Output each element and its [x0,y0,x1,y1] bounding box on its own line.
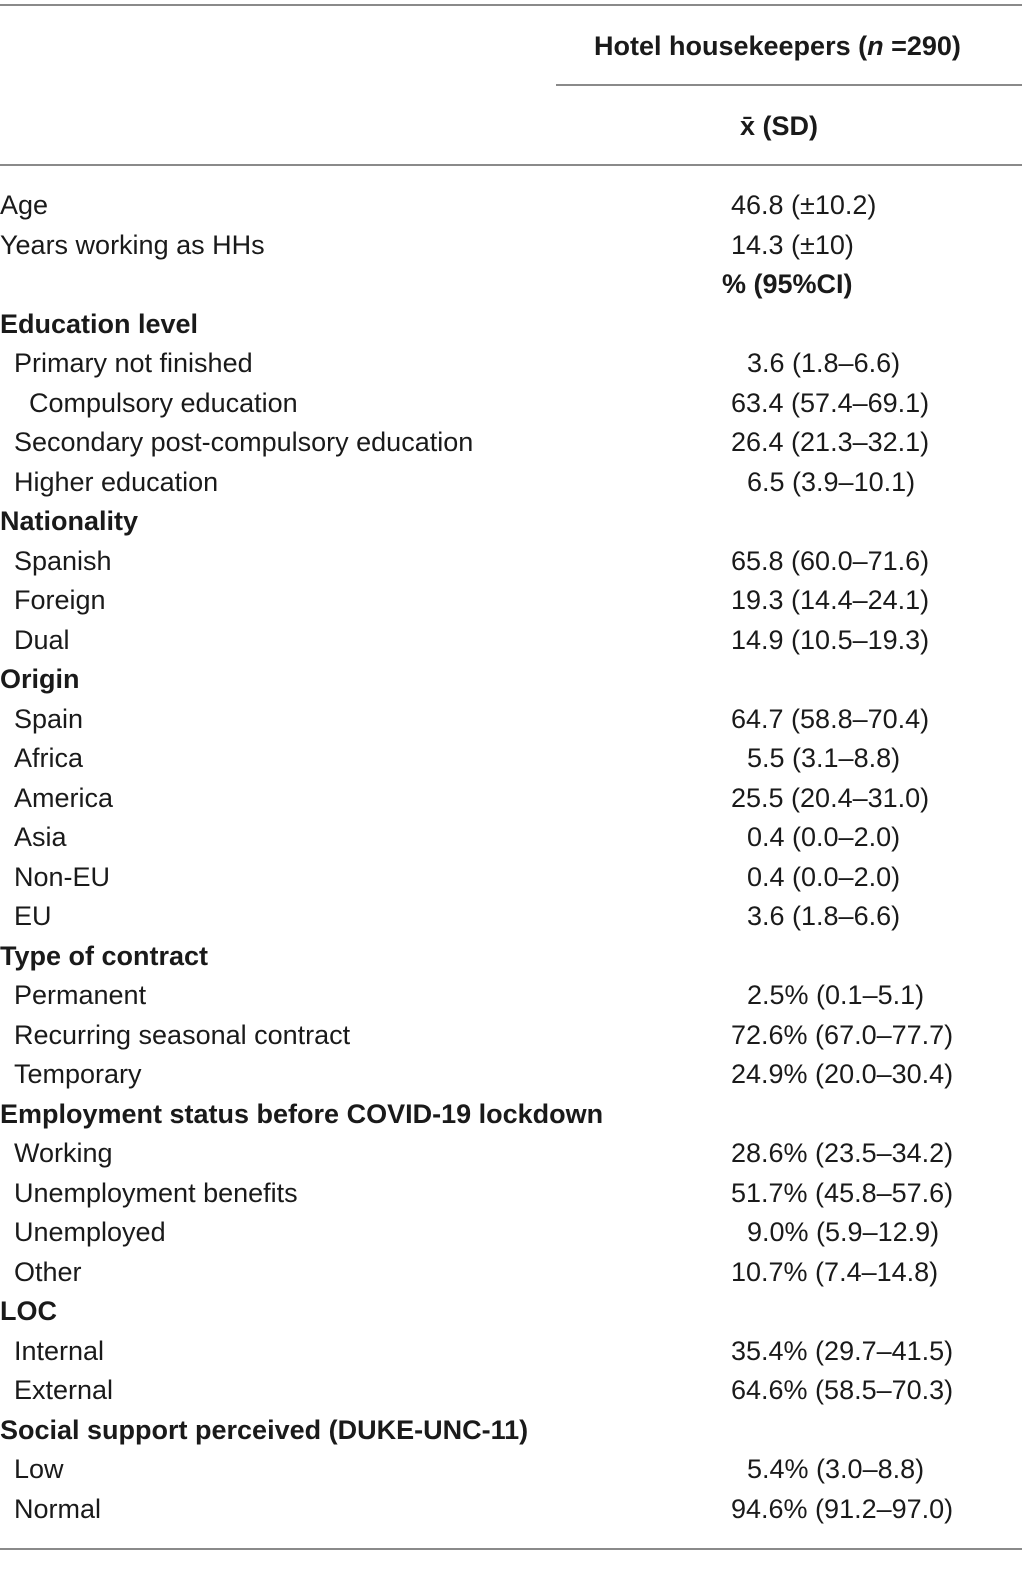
stat-column-header: x̄ (SD) [740,111,819,141]
table-row [0,1332,1022,1372]
section-row [0,1095,1022,1135]
row-label: Spanish [14,545,112,576]
section-label: Social support perceived (DUKE-UNC-11) [0,1414,529,1445]
row-value: 0.4 (0.0–2.0) [747,861,901,892]
row-value: 46.8 (±10.2) [731,190,877,220]
table-row [0,1253,1022,1293]
top-rule [0,4,1022,6]
row-label: Recurring seasonal contract [14,1019,351,1050]
row-label: Unemployment benefits [14,1177,298,1208]
section-row [0,1411,1022,1451]
table-row [0,423,1022,463]
row-label: Primary not finished [14,348,253,378]
table-row [0,226,1022,266]
table-row [0,1213,1022,1253]
row-value: 14.3 (±10) [731,229,854,260]
table-row [0,818,1022,858]
row-value: 0.4 (0.0–2.0) [747,822,901,852]
row-label: Years working as HHs [0,229,265,260]
row-label: Low [14,1454,64,1484]
row-value: 9.0% (5.9–12.9) [747,1217,940,1247]
table-row [0,1055,1022,1095]
row-label: Dual [14,624,70,655]
table-row [0,1371,1022,1411]
table-row [0,186,1022,226]
section-label: Type of contract [0,940,209,971]
row-value: 63.4 (57.4–69.1) [731,387,930,418]
row-value: 65.8 (60.0–71.6) [731,545,930,576]
row-value: 35.4% (29.7–41.5) [731,1335,954,1366]
row-value: 24.9% (20.0–30.4) [731,1059,954,1089]
section-label: Origin [0,664,80,694]
table-row [0,1016,1022,1056]
row-label: Spain [14,703,84,734]
row-label: Temporary [14,1059,142,1089]
table-row [0,1174,1022,1214]
table-row [0,779,1022,819]
row-value: 14.9 (10.5–19.3) [731,624,930,655]
header-bottom-rule [0,164,1022,166]
row-label: Internal [14,1335,105,1366]
section-label: LOC [0,1296,57,1326]
row-value: 10.7% (7.4–14.8) [731,1256,939,1287]
stat-subheader: % (95%CI) [722,269,853,299]
section-row [0,937,1022,977]
section-row [0,502,1022,542]
table-row [0,976,1022,1016]
row-value: 2.5% (0.1–5.1) [747,980,925,1010]
section-label: Nationality [0,506,139,536]
row-value: 26.4 (21.3–32.1) [731,427,930,457]
section-label: Education level [0,308,199,339]
section-label: Employment status before COVID-19 lockdown [0,1098,604,1129]
row-value: 28.6% (23.5–34.2) [731,1138,954,1168]
row-value: 3.6 (1.8–6.6) [747,348,901,378]
table-row [0,344,1022,384]
group-n-symbol: n [867,31,884,61]
table-row [0,739,1022,779]
table-row [0,1490,1022,1530]
row-label: Higher education [14,466,219,497]
table-row [0,621,1022,661]
row-label: Compulsory education [29,387,298,418]
row-label: Normal [14,1493,102,1524]
row-label: Africa [14,743,84,773]
row-value: 94.6% (91.2–97.0) [731,1493,954,1524]
group-label-suffix: =290) [883,31,961,61]
section-row [0,660,1022,700]
row-label: Foreign [14,585,106,615]
row-value: 6.5 (3.9–10.1) [747,466,916,497]
table-row [0,858,1022,898]
section-row [0,1292,1022,1332]
column-group-header [594,33,961,60]
row-value: 3.6 (1.8–6.6) [747,901,901,931]
row-label: America [14,782,114,813]
row-value: 64.6% (58.5–70.3) [731,1375,954,1405]
row-label: Working [14,1138,113,1168]
table-row [0,1134,1022,1174]
row-value: 51.7% (45.8–57.6) [731,1177,954,1208]
table-row [0,897,1022,937]
table-row [0,542,1022,582]
subheader-row [0,265,1022,305]
table-row [0,1450,1022,1490]
row-label: Secondary post-compulsory education [14,427,474,457]
row-value: 19.3 (14.4–24.1) [731,585,930,615]
table-row [0,463,1022,503]
row-value: 72.6% (67.0–77.7) [731,1019,954,1050]
row-label: Other [14,1256,82,1287]
row-value: 64.7 (58.8–70.4) [731,703,930,734]
table-row [0,581,1022,621]
table-row [0,700,1022,740]
row-label: EU [14,901,52,931]
group-header-rule [556,84,1022,86]
section-row [0,305,1022,345]
row-label: Age [0,190,49,220]
row-value: 5.5 (3.1–8.8) [747,743,901,773]
row-label: Unemployed [14,1217,166,1247]
row-value: 25.5 (20.4–31.0) [731,782,930,813]
row-label: Permanent [14,980,147,1010]
row-label: External [14,1375,114,1405]
group-label-prefix: Hotel housekeepers ( [594,31,868,61]
table-row [0,384,1022,424]
table-body [0,186,1022,1529]
bottom-rule [0,1548,1022,1550]
row-value: 5.4% (3.0–8.8) [747,1454,925,1484]
row-label: Non-EU [14,861,111,892]
row-label: Asia [14,822,67,852]
